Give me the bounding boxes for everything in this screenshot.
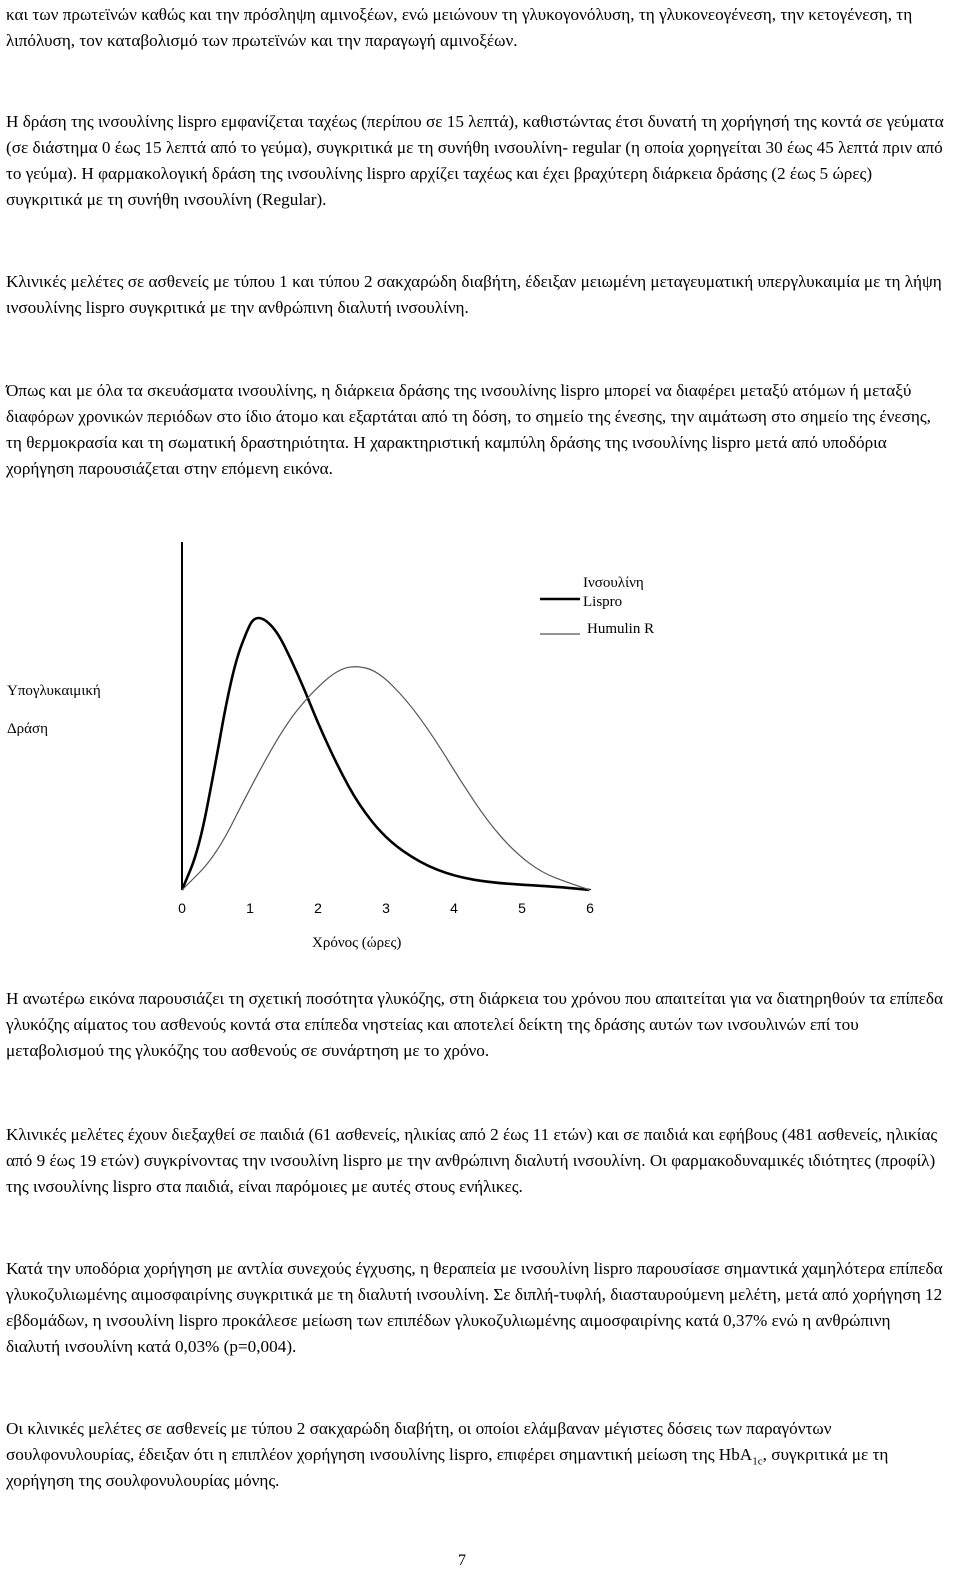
chart-svg (0, 530, 960, 970)
x-tick-label: 2 (314, 900, 322, 916)
series-line-lispro (182, 618, 590, 890)
paragraph-duration-variability: Όπως και με όλα τα σκευάσματα ινσουλίνης, η διάρκεια δράσης της ινσουλίνης lispro μπορεί να διαφέρει μεταξύ ατόμων ή μεταξύ διαφόρων χρονικών περιόδων στο ίδιο άτομο και εξαρτάται από τη δόση, το σημείο της ένεσης, την αιμάτωση στο σημείο της ένεσης, τη θερμοκρασία και τη σωματική δραστηριότητα. Η χαρακτηριστική καμπύλη δράσης της ινσουλίνης lispro μετά από υποδόρια χορήγηση παρουσιάζεται στην επόμενη εικόνα. (6, 381, 931, 478)
paragraph-pediatric-studies: Κλινικές μελέτες έχουν διεξαχθεί σε παιδιά (61 ασθενείς, ηλικίας από 2 έως 11 ετών) και σε παιδιά και εφήβους (481 ασθενείς, ηλικίας από 9 έως 19 ετών) συγκρίνοντας την ινσουλίνη lispro με την ανθρώπινη διαλυτή ινσουλίνη. Οι φαρμακοδυναμικές ιδιότητες (προφίλ) της ινσουλίνης lispro στα παιδιά, είναι παρόμοιες με αυτές στους ενήλικες. (6, 1125, 938, 1196)
x-tick-label: 3 (382, 900, 390, 916)
series-line-humulin-r (182, 667, 590, 890)
insulin-action-chart (0, 530, 960, 970)
legend-humulin-label: Humulin R (587, 621, 655, 637)
paragraph-onset-of-action: Η δράση της ινσουλίνης lispro εμφανίζεται ταχέως (περίπου σε 15 λεπτά), καθιστώντας έτσι δυνατή τη χορήγησή της κοντά σε γεύματα (σε διάστημα 0 έως 15 λεπτά από το γεύμα), συγκριτικά με τη συνήθη ινσουλίνη- regular (η οποία χορηγείται 30 έως 45 λεπτά πριν από το γεύμα). Η φαρμακολογική δράση της ινσουλίνης lispro αρχίζει ταχέως και έχει βραχύτερη διάρκεια δράσης (2 έως 5 ώρες) συγκριτικά με τη συνήθη ινσουλίνη (Regular). (6, 112, 944, 209)
paragraph-sulfonylurea (6, 1416, 946, 1494)
paragraph-chart-description: Η ανωτέρω εικόνα παρουσιάζει τη σχετική ποσότητα γλυκόζης, στη διάρκεια του χρόνου που απαιτείται για να διατηρηθούν τα επίπεδα γλυκόζης αίματος του ασθενούς κοντά στα επίπεδα νηστείας και αποτελεί δείκτη της δράσης αυτών των ινσουλινών επί του μεταβολισμού της γλυκόζης του ασθενούς σε συνάρτηση με το χρόνο. (6, 989, 943, 1060)
x-tick-label: 0 (178, 900, 186, 916)
x-tick-label: 5 (518, 900, 526, 916)
legend-lispro-label-line2: Lispro (583, 594, 623, 610)
y-axis-label-line1: Υπογλυκαιμική (7, 683, 101, 699)
hba1c-subscript: 1c (752, 1455, 763, 1468)
paragraph-continuation: και των πρωτεϊνών καθώς και την πρόσληψη αμινοξέων, ενώ μειώνουν τη γλυκογονόλυση, τη γλυκονεογένεση, την κετογένεση, τη λιπόλυση, τον καταβολισμό των πρωτεϊνών και την παραγωγή αμινοξέων. (6, 5, 913, 50)
x-axis-label: Χρόνος (ώρες) (312, 935, 402, 951)
x-tick-label: 1 (246, 900, 254, 916)
x-tick-label: 6 (586, 900, 594, 916)
y-axis-label-line2: Δράση (7, 721, 48, 737)
page-number: 7 (458, 1552, 466, 1569)
paragraph-clinical-studies: Κλινικές μελέτες σε ασθενείς με τύπου 1 και τύπου 2 σακχαρώδη διαβήτη, έδειξαν μειωμένη μεταγευματική υπεργλυκαιμία με τη λήψη ινσουλίνης lispro συγκριτικά με την ανθρώπινη διαλυτή ινσουλίνη. (6, 272, 942, 317)
paragraph-sulfonylurea-text: Οι κλινικές μελέτες σε ασθενείς με τύπου 2 σακχαρώδη διαβήτη, οι οποίοι ελάμβαναν μέγιστες δόσεις των παραγόντων σουλφονυλουρίας, έδειξαν ότι η επιπλέον χορήγηση ινσουλίνης lispro, επιφέρει σημαντική μείωση της HbA (6, 1419, 832, 1464)
legend-lispro-label-line1: Ινσουλίνη (583, 575, 644, 591)
paragraph-pump-therapy: Κατά την υποδόρια χορήγηση με αντλία συνεχούς έγχυσης, η θεραπεία με ινσουλίνη lispro παρουσίασε σημαντικά χαμηλότερα επίπεδα γλυκοζυλιωμένης αιμοσφαιρίνης συγκριτικά με τη διαλυτή ινσουλίνη. Σε διπλή-τυφλή, διασταυρούμενη μελέτη, μετά από χορήγηση 12 εβδομάδων, η ινσουλίνη lispro προκάλεσε μείωση των επιπέδων γλυκοζυλιωμένης αιμοσφαιρίνης κατά 0,37% ενώ η ανθρώπινη διαλυτή ινσουλίνη κατά 0,03% (p=0,004). (6, 1259, 943, 1356)
paragraph-sulfonylurea-text-end: , συγκριτικά με τη χορήγηση της σουλφονυλουρίας μόνης. (6, 1445, 889, 1490)
x-tick-label: 4 (450, 900, 458, 916)
